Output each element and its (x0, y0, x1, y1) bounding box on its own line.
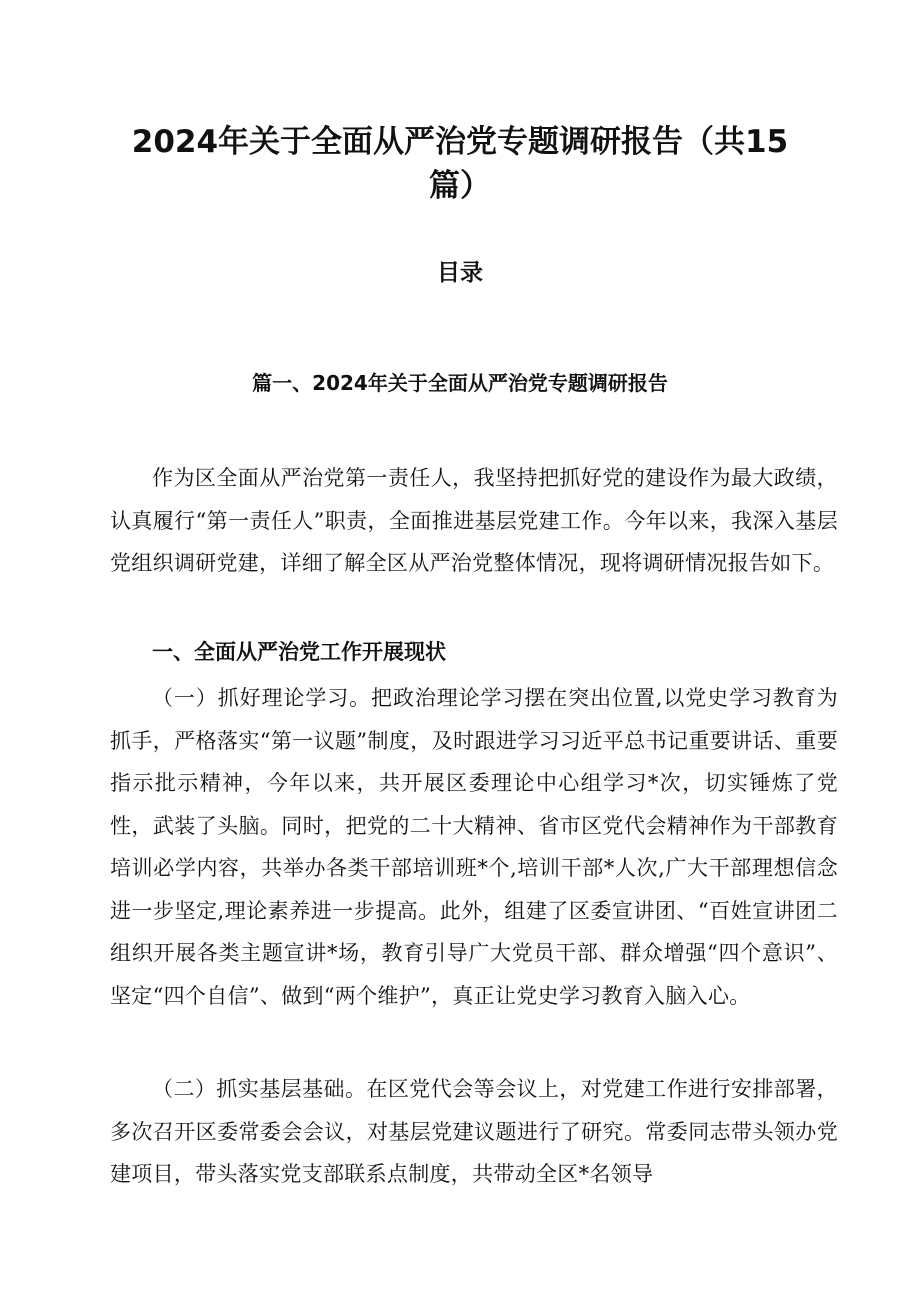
section-heading: 一、全面从严治党工作开展现状 (152, 640, 446, 664)
toc-heading: 目录 (437, 260, 483, 286)
paragraph-grassroots-foundation: （二）抓实基层基础。在区党代会等会议上，对党建工作进行安排部署，多次召开区委常委会会议，对基层党建议题进行了研究。常委同志带头领办党建项目，带头落实党支部联系点制度，共带动全区*名领导 (110, 1077, 838, 1186)
paragraph-theory-study: （一）抓好理论学习。把政治理论学习摆在突出位置,以党史学习教育为抓手，严格落实“第一议题”制度，及时跟进学习习近平总书记重要讲话、重要指示批示精神，今年以来，共开展区委理论中心组学习*次，切实锤炼了党性，武装了头脑。同时，把党的二十大精神、省市区党代会精神作为干部教育培训必学内容，共举办各类干部培训班*个,培训干部*人次,广大干部理想信念进一步坚定,理论素养进一步提高。此外，组建了区委宣讲团、“百姓宣讲团二组织开展各类主题宣讲*场，教育引导广大党员干部、群众增强“四个意识”、坚定“四个自信”、做到“两个维护”，真正让党史学习教育入脑入心。 (110, 686, 838, 1008)
intro-paragraph: 作为区全面从严治党第一责任人，我坚持把抓好党的建设作为最大政绩，认真履行“第一责任人”职责，全面推进基层党建工作。今年以来，我深入基层党组织调研党建，详细了解全区从严治党整体情况，现将调研情况报告如下。 (110, 466, 838, 575)
document-title: 2024年关于全面从严治党专题调研报告（共15篇） (131, 124, 789, 204)
article-heading: 篇一、2024年关于全面从严治党专题调研报告 (252, 371, 668, 395)
